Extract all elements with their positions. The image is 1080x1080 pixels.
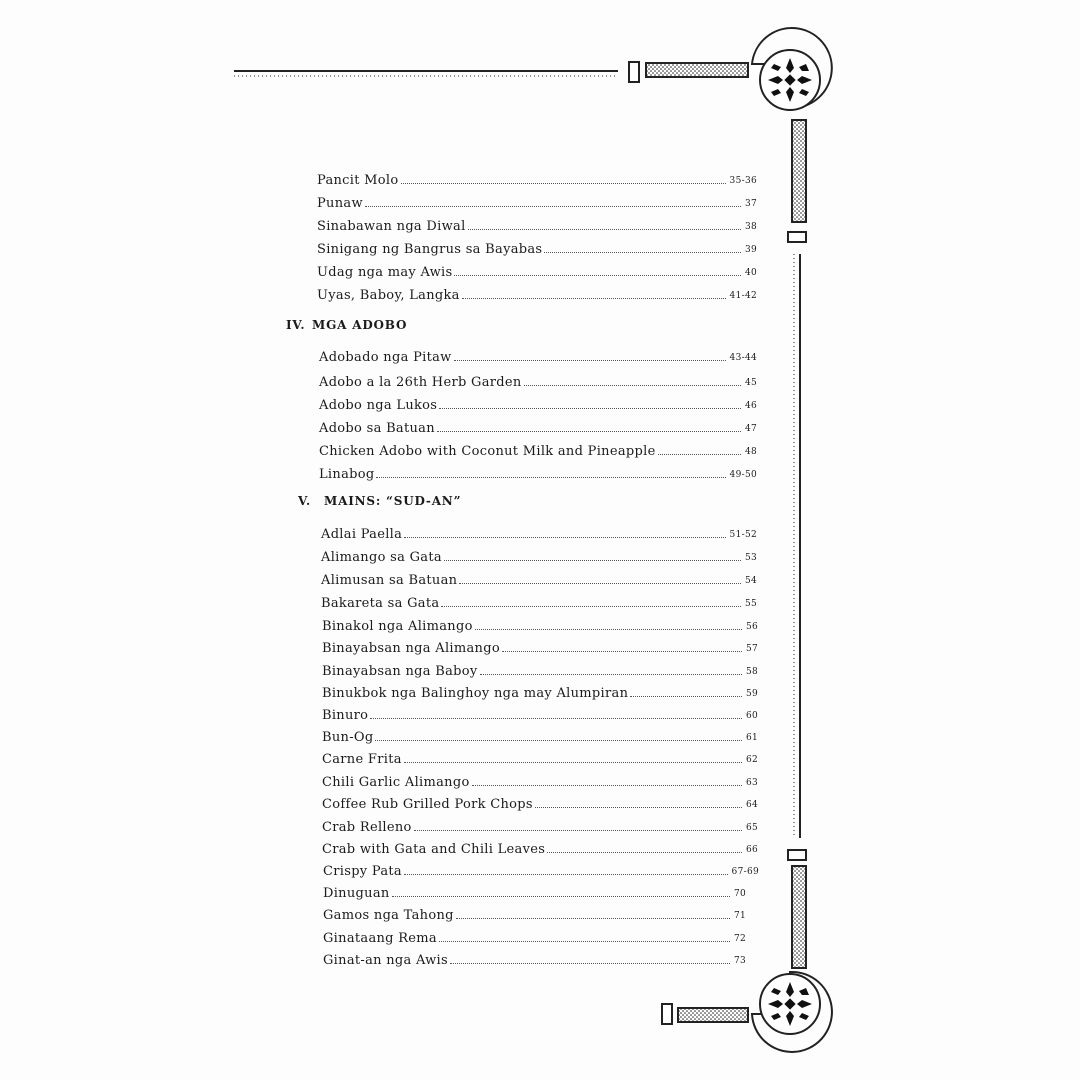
entry-page: 47 [744, 424, 757, 434]
dot-leader [454, 359, 726, 361]
dot-leader [468, 228, 741, 230]
dot-leader [480, 673, 742, 675]
toc-entry [317, 168, 757, 188]
toc-entry [319, 416, 757, 436]
entry-title: Chicken Adobo with Coconut Milk and Pineapple [319, 444, 656, 459]
entry-page: 65 [745, 823, 758, 833]
entry-title: Binayabsan nga Alimango [322, 641, 500, 656]
toc-entry [322, 770, 758, 790]
entry-page: 59 [745, 689, 758, 699]
entry-title: Gamos nga Tahong [323, 908, 454, 923]
dot-leader [404, 761, 742, 763]
entry-title: Adobo a la 26th Herb Garden [319, 375, 522, 390]
toc-entry [321, 591, 757, 611]
entry-page: 48 [744, 447, 757, 457]
toc-entry [319, 393, 757, 413]
toc-entry [317, 214, 757, 234]
entry-title: Binukbok nga Balinghoy nga may Alumpiran [322, 686, 629, 701]
toc-entry [322, 837, 758, 857]
entry-page: 35-36 [729, 176, 757, 186]
entry-title: Carne Frita [322, 752, 402, 767]
toc-entry [321, 522, 757, 542]
toc-entry [322, 681, 758, 701]
entry-page: 43-44 [729, 353, 757, 363]
toc-entry [322, 792, 758, 812]
entry-page: 61 [745, 733, 758, 743]
entry-page: 62 [745, 755, 758, 765]
entry-page: 49-50 [729, 470, 757, 480]
entry-page: 70 [733, 889, 746, 899]
entry-page: 41-42 [729, 291, 757, 301]
entry-page: 66 [745, 845, 758, 855]
toc-entry [317, 237, 757, 257]
toc-entry [321, 545, 757, 565]
dot-leader [401, 182, 726, 184]
entry-page: 58 [745, 667, 758, 677]
section-numeral: IV. [286, 318, 306, 332]
toc-entry [322, 725, 758, 745]
dot-leader [456, 917, 730, 919]
entry-title: Linabog [319, 467, 375, 482]
entry-title: Pancit Molo [317, 173, 399, 188]
entry-title: Ginataang Rema [323, 931, 437, 946]
entry-title: Dinuguan [323, 886, 390, 901]
entry-page: 45 [744, 378, 757, 388]
dot-leader [404, 536, 725, 538]
entry-page: 63 [745, 778, 758, 788]
dot-leader [502, 650, 742, 652]
toc-entry [323, 859, 759, 879]
entry-page: 39 [744, 245, 757, 255]
dot-leader [475, 628, 742, 630]
entry-page: 38 [744, 222, 757, 232]
entry-title: Alimusan sa Batuan [321, 573, 458, 588]
dot-leader [544, 251, 741, 253]
toc-entry [322, 659, 758, 679]
dot-leader [441, 605, 741, 607]
entry-page: 56 [745, 622, 758, 632]
entry-page: 73 [733, 956, 746, 966]
entry-page: 71 [733, 911, 746, 921]
entry-page: 40 [744, 268, 757, 278]
dot-leader [437, 430, 741, 432]
entry-title: Binayabsan nga Baboy [322, 664, 478, 679]
dot-leader [459, 582, 741, 584]
section-title: MGA ADOBO [312, 318, 408, 332]
entry-page: 46 [744, 401, 757, 411]
toc-entry [322, 703, 758, 723]
entry-title: Punaw [317, 196, 363, 211]
entry-page: 55 [744, 599, 757, 609]
section-heading-v [298, 494, 461, 508]
dot-leader [444, 559, 741, 561]
toc-entry [319, 439, 757, 459]
toc-entry [323, 948, 746, 968]
dot-leader [630, 695, 742, 697]
toc-entry [322, 614, 758, 634]
dot-leader [404, 873, 728, 875]
entry-page: 37 [744, 199, 757, 209]
dot-leader [376, 476, 725, 478]
dot-leader [365, 205, 741, 207]
entry-title: Sinigang ng Bangrus sa Bayabas [317, 242, 543, 257]
toc-entry [323, 881, 746, 901]
entry-title: Uyas, Baboy, Langka [317, 288, 460, 303]
dot-leader [524, 384, 741, 386]
toc-entry [321, 568, 757, 588]
entry-page: 67-69 [731, 867, 759, 877]
toc-entry [317, 191, 757, 211]
toc-entry [323, 926, 746, 946]
entry-page: 64 [745, 800, 758, 810]
section-numeral: V. [298, 494, 311, 508]
entry-title: Binuro [322, 708, 369, 723]
dot-leader [535, 806, 742, 808]
toc-entry [319, 370, 757, 390]
toc-entry [319, 462, 757, 482]
entry-title: Sinabawan nga Diwal [317, 219, 466, 234]
dot-leader [472, 784, 742, 786]
entry-title: Adobo nga Lukos [319, 398, 438, 413]
entry-title: Ginat-an nga Awis [323, 953, 448, 968]
entry-title: Bakareta sa Gata [321, 596, 440, 611]
dot-leader [658, 453, 741, 455]
entry-page: 72 [733, 934, 746, 944]
section-heading-iv [286, 318, 407, 332]
entry-page: 54 [744, 576, 757, 586]
entry-page: 60 [745, 711, 758, 721]
dot-leader [375, 739, 741, 741]
entry-title: Alimango sa Gata [321, 550, 442, 565]
toc-entry [317, 283, 757, 303]
dot-leader [454, 274, 740, 276]
toc-entry [322, 636, 758, 656]
entry-title: Adobo sa Batuan [319, 421, 435, 436]
dot-leader [547, 851, 742, 853]
entry-title: Crab Relleno [322, 820, 412, 835]
entry-title: Adlai Paella [321, 527, 403, 542]
entry-title: Crab with Gata and Chili Leaves [322, 842, 546, 857]
entry-title: Binakol nga Alimango [322, 619, 473, 634]
entry-title: Adobado nga Pitaw [319, 350, 452, 365]
dot-leader [439, 407, 741, 409]
entry-title: Bun-Og [322, 730, 374, 745]
dot-leader [450, 962, 730, 964]
dot-leader [439, 940, 730, 942]
entry-title: Udag nga may Awis [317, 265, 453, 280]
dot-leader [462, 297, 726, 299]
toc-entry [322, 747, 758, 767]
entry-title: Coffee Rub Grilled Pork Chops [322, 797, 533, 812]
dot-leader [370, 717, 742, 719]
section-title: MAINS: “SUD-AN” [324, 494, 462, 508]
entry-page: 57 [745, 644, 758, 654]
toc-entry [317, 260, 757, 280]
entry-title: Crispy Pata [323, 864, 402, 879]
entry-page: 51-52 [729, 530, 757, 540]
entry-title: Chili Garlic Alimango [322, 775, 470, 790]
dot-leader [392, 895, 730, 897]
dot-leader [414, 829, 742, 831]
toc-entry [319, 345, 757, 365]
toc-entry [322, 815, 758, 835]
toc-entry [323, 903, 746, 923]
entry-page: 53 [744, 553, 757, 563]
